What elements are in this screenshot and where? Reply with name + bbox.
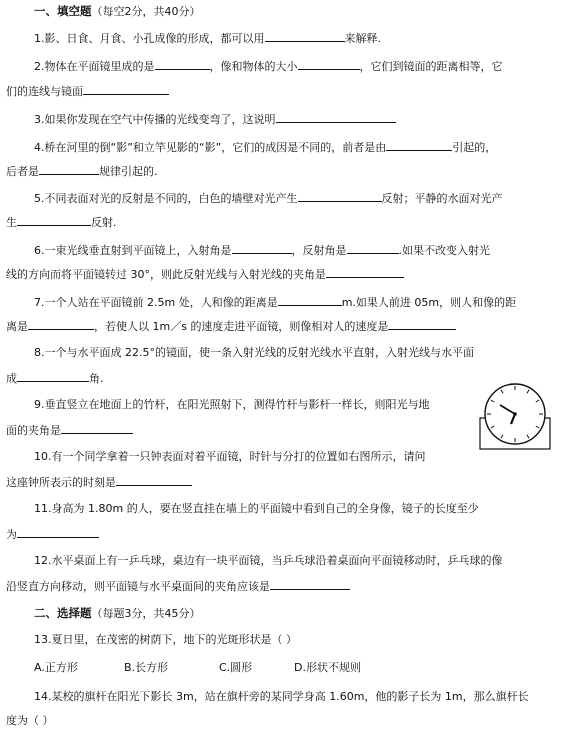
- question-2: [34, 58, 556, 74]
- q9-text-b: 面的夹角是: [6, 424, 61, 437]
- question-2-cont: [6, 83, 556, 99]
- q6-text-d: 线的方向而将平面镜转过 30°，则此反射光线与入射光线的夹角是: [6, 268, 326, 281]
- section-1-note: （每空2分，共40分）: [91, 5, 201, 18]
- q2-text-d: 们的连线与镜面: [6, 85, 83, 98]
- q8-blank-1: [17, 370, 89, 382]
- section-1-header: [34, 4, 556, 19]
- q13-stem: 13.夏日里，在茂密的树荫下，地下的光斑形状是（ ）: [34, 633, 297, 646]
- question-8: [34, 346, 556, 360]
- q2-blank-1: [155, 58, 210, 70]
- question-10: [34, 450, 556, 464]
- question-11: [34, 502, 556, 516]
- section-2-header: [34, 606, 556, 621]
- q13-option-c: C.圆形: [219, 661, 253, 674]
- question-10-cont: [6, 474, 556, 490]
- q11-text-b: 为: [6, 528, 17, 541]
- q6-blank-3: [326, 266, 404, 278]
- q5-blank-1: [298, 190, 382, 202]
- question-14: [34, 690, 556, 704]
- q4-text-b: 引起的，: [452, 141, 497, 154]
- question-3: [34, 111, 556, 127]
- question-4-cont: [6, 163, 556, 179]
- question-12: [34, 554, 556, 568]
- q2-text-a: 2.物体在平面镜里成的是: [34, 60, 155, 73]
- question-1: [34, 30, 556, 46]
- q4-text-c: 后者是: [6, 165, 39, 178]
- q7-text-a: 7.一个人站在平面镜前 2.5m 处，人和像的距离是: [34, 296, 278, 309]
- clock-figure: [479, 380, 551, 450]
- q7-text-c: 离是: [6, 320, 28, 333]
- q14-text-a: 14.某校的旗杆在阳光下影长 3m，站在旗杆旁的某同学身高 1.60m，他的影子长为 1m，那么旗杆长: [34, 690, 529, 703]
- q7-blank-3: [388, 318, 456, 330]
- q5-blank-2: [17, 214, 91, 226]
- q7-blank-1: [278, 294, 342, 306]
- q6-blank-2: [347, 242, 399, 254]
- q2-blank-2: [298, 58, 360, 70]
- question-6-cont: [6, 266, 556, 282]
- question-5: [34, 190, 556, 206]
- q4-blank-1: [386, 139, 452, 151]
- q5-text-b: 反射；平静的水面对光产: [381, 192, 503, 205]
- q13-option-a: A.正方形: [34, 661, 78, 674]
- q8-text-a: 8.一个与水平面成 22.5°的镜面，使一条入射光线的反射光线水平直射，入射光线与水平面: [34, 346, 474, 359]
- q6-text-c: .如果不改变入射光: [398, 244, 490, 257]
- q4-text-d: 规律引起的.: [99, 165, 158, 178]
- q5-text-d: 反射.: [91, 216, 117, 229]
- clock-icon: [479, 380, 551, 450]
- q7-text-b: m.如果人前进 05m，则人和像的距: [341, 296, 517, 309]
- question-9-cont: [6, 422, 556, 438]
- section-2-title: 二、选择题: [34, 606, 92, 620]
- q7-text-d: ，若使人以 1m／s 的速度走进平面镜，则像相对人的速度是: [94, 320, 389, 333]
- q6-blank-1: [232, 242, 292, 254]
- question-4: [34, 139, 556, 155]
- q2-text-c: ，它们到镜面的距离相等，它: [359, 60, 503, 73]
- question-13-options: [34, 661, 556, 675]
- q8-text-c: 角.: [89, 372, 104, 385]
- q5-text-c: 生: [6, 216, 17, 229]
- q10-blank-1: [116, 474, 192, 486]
- question-7: [34, 294, 556, 310]
- q1-text-a: 1.影、日食、月食、小孔成像的形成，都可以用: [34, 32, 265, 45]
- q13-option-d: D.形状不规则: [294, 661, 361, 674]
- q4-text-a: 4.桥在河里的倒“影”和立竿见影的“影”，它们的成因是不同的，前者是由: [34, 141, 387, 154]
- section-1-title: 一、填空题: [34, 4, 92, 18]
- q7-blank-2: [28, 318, 94, 330]
- q12-text-b: 沿竖直方向移动，则平面镜与水平桌面间的夹角应该是: [6, 580, 270, 593]
- question-11-cont: [6, 526, 556, 542]
- q2-text-b: ，像和物体的大小: [209, 60, 298, 73]
- question-14-cont: [6, 714, 556, 728]
- q4-blank-2: [39, 163, 99, 175]
- q1-text-b: 来解释.: [344, 32, 381, 45]
- q13-option-b: B.长方形: [124, 661, 169, 674]
- q1-blank-1: [265, 30, 345, 42]
- q12-blank-1: [270, 578, 350, 590]
- q11-text-a: 11.身高为 1.80m 的人，要在竖直挂在墙上的平面镜中看到自己的全身像，镜子的长度至少: [34, 502, 479, 515]
- section-2-note: （每题3分，共45分）: [91, 607, 201, 620]
- q9-text-a: 9.垂直竖立在地面上的竹杆，在阳光照射下，测得竹杆与影杆一样长，则阳光与地: [34, 398, 430, 411]
- q3-blank-1: [276, 111, 396, 123]
- q3-text-a: 3.如果你发现在空气中传播的光线变弯了，这说明: [34, 113, 276, 126]
- q14-text-b: 度为（ ）: [6, 714, 54, 727]
- q10-text-a: 10.有一个同学拿着一只钟表面对着平面镜，时针与分打的位置如右图所示，请问: [34, 450, 426, 463]
- q6-text-a: 6.一束光线垂直射到平面镜上，入射角是: [34, 244, 232, 257]
- q9-blank-1: [61, 422, 133, 434]
- question-9: [34, 398, 556, 412]
- question-6: [34, 242, 556, 258]
- question-12-cont: [6, 578, 556, 594]
- q2-blank-3: [83, 83, 169, 95]
- q11-blank-1: [17, 526, 99, 538]
- q8-text-b: 成: [6, 372, 17, 385]
- q5-text-a: 5.不同表面对光的反射是不同的，白色的墙壁对光产生: [34, 192, 298, 205]
- question-7-cont: [6, 318, 556, 334]
- q6-text-b: ，反射角是: [291, 244, 347, 257]
- question-13: [34, 633, 556, 647]
- question-8-cont: [6, 370, 556, 386]
- question-5-cont: [6, 214, 556, 230]
- q12-text-a: 12.水平桌面上有一乒乓球，桌边有一块平面镜，当乒乓球沿着桌面向平面镜移动时，乒乓球的像: [34, 554, 503, 567]
- q10-text-b: 这座钟所表示的时刻是: [6, 476, 116, 489]
